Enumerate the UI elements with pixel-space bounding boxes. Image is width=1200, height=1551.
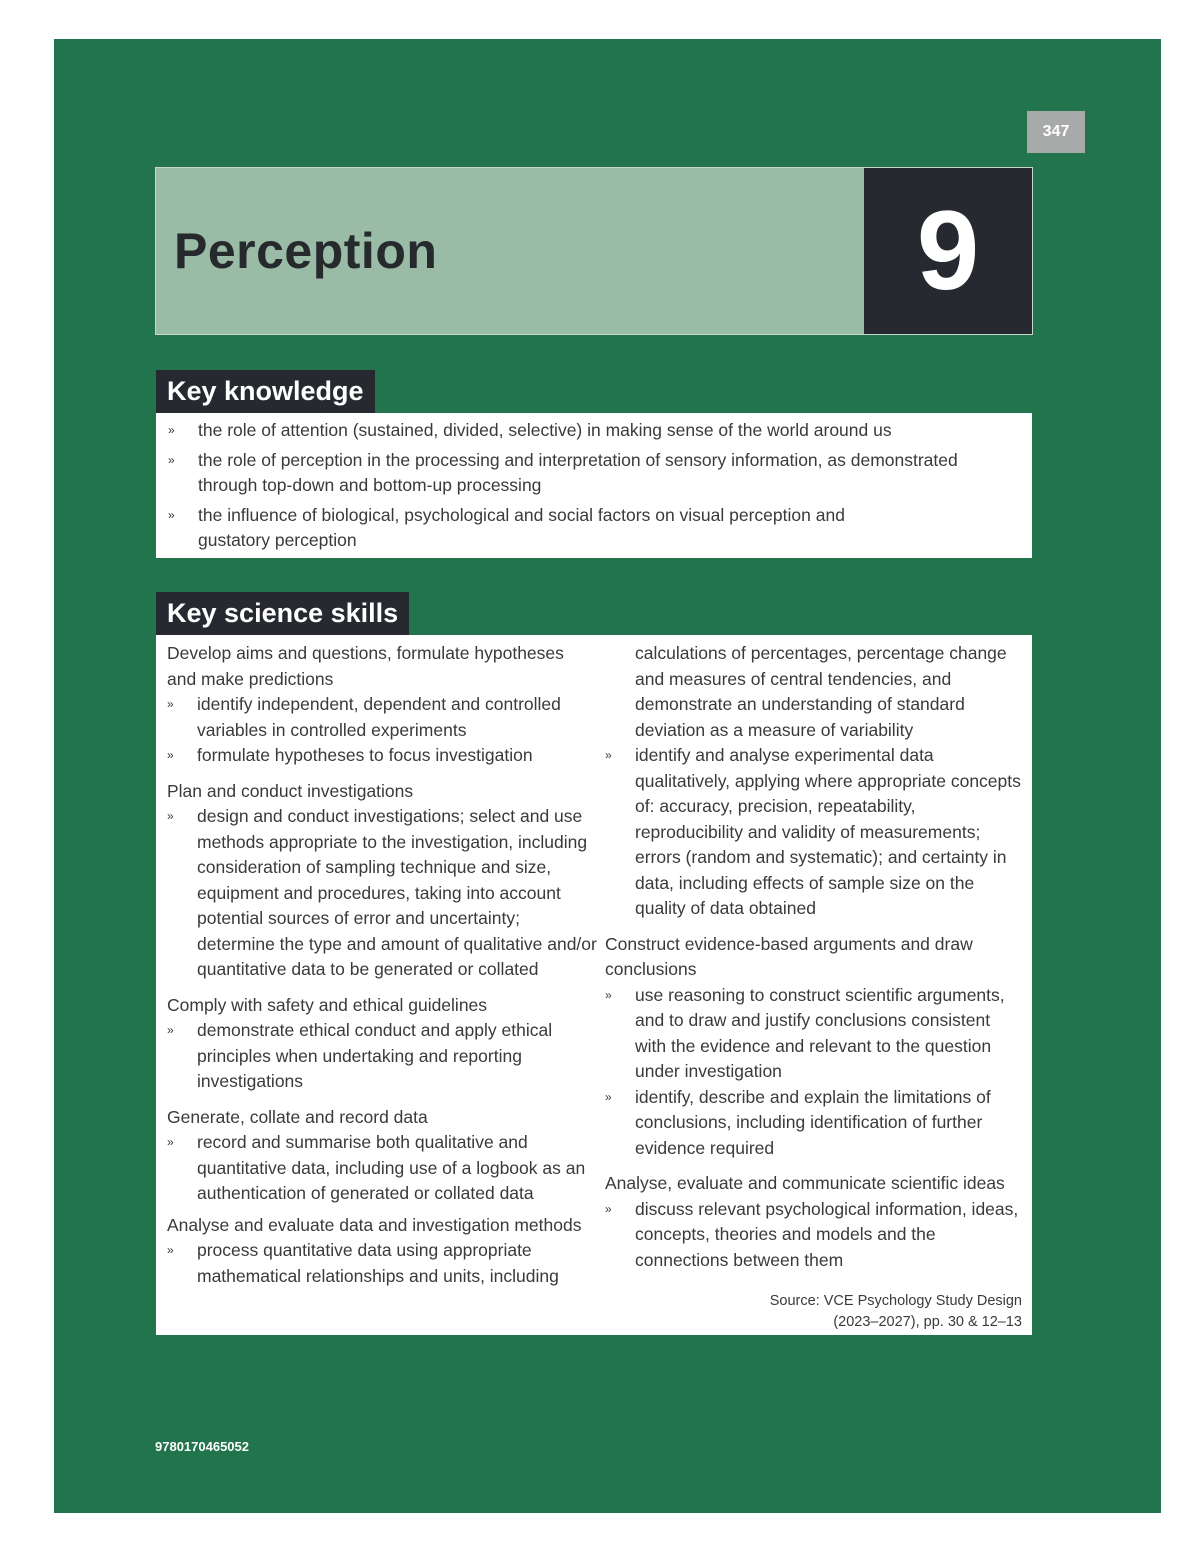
page-number: 347 <box>1027 111 1085 153</box>
skill-group-heading: Comply with safety and ethical guidelines <box>167 994 488 1015</box>
key-science-skills-heading: Key science skills <box>156 592 409 635</box>
list-item-continuation <box>605 641 1023 743</box>
bullet-icon: » <box>168 508 175 522</box>
skills-column-left <box>167 641 597 1289</box>
bullet-icon: » <box>167 697 174 711</box>
bullet-icon: » <box>167 1243 174 1257</box>
list-item-text: design and conduct investigations; select and use methods appropriate to the investigation, including consideration of sampling technique and size, equipment and procedures, taking into account potential sources of error and uncertainty; determine the type and amount of qualitative and/or quantitative data to be generated or collated <box>197 806 597 979</box>
skill-group-heading: Plan and conduct investigations <box>167 780 414 801</box>
list-item <box>168 418 1020 443</box>
list-item <box>167 1238 597 1289</box>
list-item <box>167 804 597 983</box>
page <box>54 39 1161 1513</box>
bullet-icon: » <box>167 748 174 762</box>
bullet-icon: » <box>605 1089 612 1104</box>
list-item <box>605 1085 1023 1162</box>
bullet-icon: » <box>168 423 175 437</box>
chapter-number: 9 <box>916 188 980 313</box>
list-item-text: the influence of biological, psychological and social factors on visual perception and gustatory perception <box>198 505 845 550</box>
source-citation <box>770 1291 1022 1333</box>
list-item <box>168 448 1020 498</box>
isbn: 9780170465052 <box>155 1439 249 1454</box>
key-science-skills-box <box>156 635 1032 1335</box>
bullet-icon: » <box>167 809 174 823</box>
list-item <box>167 743 597 769</box>
bullet-icon: » <box>605 1201 612 1216</box>
list-item-text: the role of perception in the processing and interpretation of sensory information, as demonstrated through top-down and bottom-up processing <box>198 450 958 495</box>
skills-column-right <box>605 641 1023 1273</box>
list-item-text: process quantitative data using appropriate mathematical relationships and units, including <box>197 1240 559 1286</box>
skill-group-heading: Analyse and evaluate data and investigation methods <box>167 1214 582 1235</box>
chapter-banner <box>155 167 1033 335</box>
list-item-text: use reasoning to construct scientific arguments, and to draw and justify conclusions consistent with the evidence and relevant to the question under investigation <box>635 984 1005 1081</box>
skill-group-heading: Analyse, evaluate and communicate scientific ideas <box>605 1173 1005 1193</box>
list-item-text: the role of attention (sustained, divided, selective) in making sense of the world around us <box>198 420 892 440</box>
list-item <box>605 1197 1023 1274</box>
chapter-title: Perception <box>174 223 438 279</box>
list-item <box>605 743 1023 922</box>
bullet-icon: » <box>167 1023 174 1037</box>
list-item-text: record and summarise both qualitative and quantitative data, including use of a logbook as an authentication of generated or collated data <box>197 1132 586 1203</box>
list-item <box>167 692 597 743</box>
chapter-title-panel <box>156 168 864 334</box>
chapter-number-panel <box>864 168 1032 334</box>
key-knowledge-heading: Key knowledge <box>156 370 375 413</box>
list-item-text: identify, describe and explain the limitations of conclusions, including identification of further evidence required <box>635 1086 991 1158</box>
skill-group-heading: Construct evidence-based arguments and draw conclusions <box>605 933 973 979</box>
list-item <box>167 1018 597 1095</box>
list-item-text: identify and analyse experimental data qualitatively, applying where appropriate concepts of: accuracy, precision, repeatability, reproducibility and validity of measurements; errors (random and systematic); and certainty in data, including effects of sample size on the quality of data obtained <box>635 745 1021 918</box>
bullet-icon: » <box>605 748 612 762</box>
key-knowledge-box <box>156 413 1032 558</box>
list-item-text: formulate hypotheses to focus investigation <box>197 745 533 765</box>
source-line: (2023–2027), pp. 30 & 12–13 <box>833 1314 1022 1330</box>
bullet-icon: » <box>168 453 175 467</box>
list-item <box>605 983 1023 1085</box>
bullet-icon: » <box>167 1135 174 1149</box>
list-item <box>167 1130 597 1207</box>
list-item-text: identify independent, dependent and controlled variables in controlled experiments <box>197 694 561 740</box>
skill-group-heading: Develop aims and questions, formulate hypotheses and make predictions <box>167 643 564 689</box>
list-item-text: calculations of percentages, percentage change and measures of central tendencies, and demonstrate an understanding of standard deviation as a measure of variability <box>635 643 1007 740</box>
skill-group-heading: Generate, collate and record data <box>167 1106 428 1127</box>
list-item-text: demonstrate ethical conduct and apply ethical principles when undertaking and reporting investigations <box>197 1020 553 1091</box>
source-line: Source: VCE Psychology Study Design <box>769 1293 1022 1309</box>
list-item-text: discuss relevant psychological information, ideas, concepts, theories and models and the connections between them <box>635 1198 1019 1270</box>
list-item <box>168 503 1020 553</box>
bullet-icon: » <box>605 987 612 1002</box>
